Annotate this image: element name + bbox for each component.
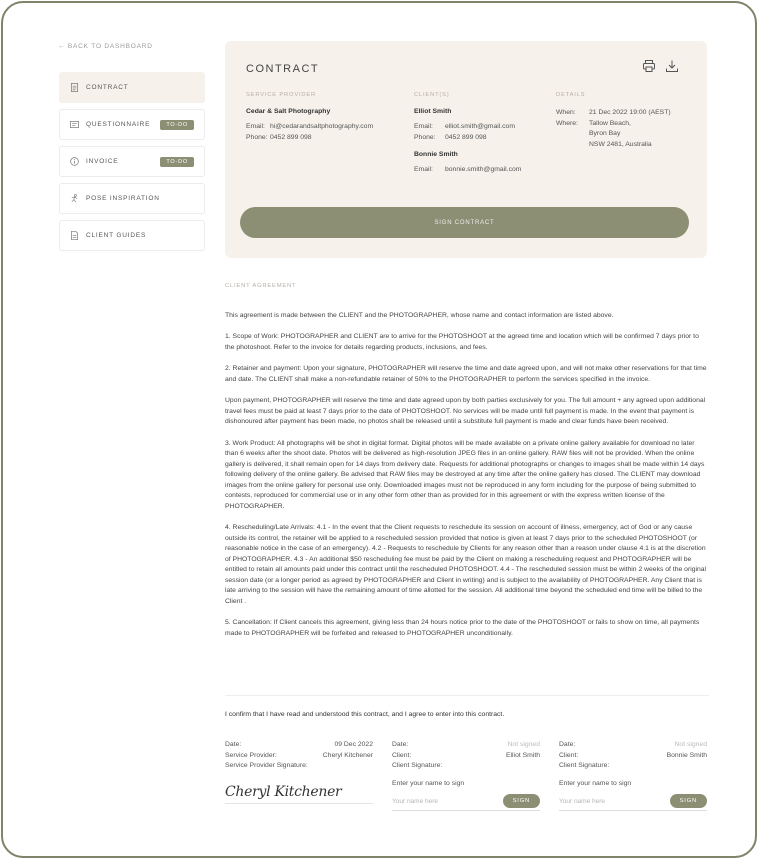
client2-signature-block (559, 740, 707, 811)
clients-section (414, 92, 554, 176)
party-row (392, 751, 540, 762)
signed-date: Not signed (507, 741, 540, 748)
details-when-row (556, 108, 696, 119)
provider-email: hi@cedarandsaltphotography.com (270, 123, 374, 130)
contract-actions (642, 59, 679, 73)
contract-card (225, 41, 707, 258)
signature-name-input[interactable] (559, 798, 659, 805)
location-line: Byron Bay (589, 130, 621, 137)
section-heading: CLIENT(S) (414, 92, 450, 98)
pose-icon (70, 194, 79, 203)
date-row (392, 740, 540, 751)
date-row (225, 740, 373, 751)
app-frame (1, 1, 757, 858)
signature-label-row (559, 761, 707, 772)
client-name: Bonnie Smith (414, 151, 458, 158)
divider (225, 695, 709, 696)
agreement-paragraph: 2. Retainer and payment: Upon your signature, PHOTOGRAPHER will reserve the time and date agreed upon, and will not make other reservations for that time and date. The CLIENT shall make a non-refundable retainer of 50% to the PHOTOGRAPHER to perform the services specified in the invoice. (225, 365, 707, 383)
field-label: Date: (559, 741, 576, 748)
sign-row (559, 792, 707, 811)
field-label: Client Signature: (559, 762, 610, 769)
field-label: Email: (246, 123, 265, 130)
agreement-paragraph: 4. Rescheduling/Late Arrivals: 4.1 - In the event that the Client requests to reschedule its session on account of illness, emergency, act of God or any cause outside its control, the retainer will be applied to a rescheduled session provided that notice is given at least 7 days prior to the scheduled PHOTOSHOOT (or reasonable notice in the case of an emergency). 4.2 - Requests to reschedule by Clients for any reason other than a reason under clause 4.1 is at the discretion of PHOTOGRAPHER. 4.3 - An additional $50 rescheduling fee must be paid by the Client on making a rescheduling request and PHOTOGRAPHER will be entitled to retain all amounts paid under this contract until the rescheduled PHOTOSHOOT. 4.4 - The rescheduled session must be within 2 weeks of the original session date (or a longer period as agreed by PHOTOGRAPHER and Client in writing) and is subject to the availability of PHOTOGRAPHER. Any Client that is late arriving to the session will have the remaining amount of time allotted for the session. All additional time beyond the scheduled end time will be billed to the Client . (225, 524, 707, 605)
enter-name-label: Enter your name to sign (392, 779, 465, 787)
sidebar-item-label: CONTRACT (86, 84, 129, 91)
location-line: Tallow Beach, (589, 119, 631, 127)
field-label: Client: (559, 751, 579, 759)
print-icon[interactable] (642, 59, 656, 73)
download-icon[interactable] (665, 59, 679, 73)
sign-contract-button[interactable]: SIGN CONTRACT (240, 207, 689, 238)
agreement-paragraph: 3. Work Product: All photographs will be shot in digital format. Digital photos will be made available on a private online gallery available for download no later than 6 weeks after the shoot date. Photos will be delivered as high-resolution JPEG files in an online gallery. RAW files will not be provided. When the online gallery is delivered, it shall remain open for 14 days from delivery date. Requests for additional photographs or changes to images shall be made within 14 days following delivery of the online gallery. Be advised that RAW files may be destroyed at any time after the online gallery has closed. The CLIENT may download images from the online gallery for personal use only. Downloaded images must not be reproduced in any form including for the purpose of being submitted to contests, reproduced for commercial use or in any other form other than as provided for in this agreement or with the express written license of the PHOTOGRAPHER. (225, 439, 705, 510)
sidebar-item-questionnaire[interactable] (59, 109, 205, 140)
sign-button[interactable]: SIGN (503, 794, 540, 808)
service-provider-section (246, 92, 406, 143)
field-label: Phone: (246, 133, 268, 141)
provider-phone-row (246, 133, 406, 144)
details-where-row (556, 119, 696, 151)
provider-email-row (246, 122, 406, 133)
signed-date: Not signed (674, 741, 707, 748)
field-label: Date: (225, 741, 242, 748)
sidebar-item-label: CLIENT GUIDES (86, 232, 147, 239)
shoot-datetime: 21 Dec 2022 19:00 (AEST) (589, 109, 671, 116)
sidebar-item-label: INVOICE (86, 158, 119, 165)
client-email: bonnie.smith@gmail.com (445, 166, 522, 173)
client-phone: 0452 899 098 (445, 133, 487, 141)
sidebar-item-label: QUESTIONNAIRE (86, 121, 151, 128)
section-heading: SERVICE PROVIDER (246, 92, 317, 98)
agreement-heading: CLIENT AGREEMENT (225, 283, 297, 289)
info-icon (70, 157, 79, 166)
location-line: NSW 2481, Australia (589, 140, 652, 148)
sign-button[interactable]: SIGN (670, 794, 707, 808)
todo-badge: TO-DO (160, 157, 194, 167)
todo-badge: TO-DO (160, 120, 194, 130)
field-label: Date: (392, 741, 409, 748)
field-label: Client Signature: (392, 762, 443, 769)
section-heading: DETAILS (556, 92, 586, 98)
signature-line (225, 803, 373, 804)
sidebar (59, 72, 205, 257)
client-agreement (225, 281, 709, 650)
field-label: Client: (392, 751, 412, 759)
agreement-paragraph: 5. Cancellation: If Client cancels this agreement, giving less than 24 hours notice prior to the date of the PHOTOSHOOT or fails to show on time, all payments made to PHOTOGRAPHER will be forfeited and released to PHOTOGRAPHER unconditionally. (225, 619, 700, 637)
provider-signature-block (225, 740, 373, 804)
provider-name: Cheryl Kitchener (322, 751, 373, 759)
signature-label-row (225, 761, 373, 772)
signature-label-row (392, 761, 540, 772)
client-email-row (414, 165, 554, 176)
signed-date: 09 Dec 2022 (334, 741, 373, 748)
client-email: elliot.smith@gmail.com (445, 123, 515, 130)
client1-signature-block (392, 740, 540, 811)
date-row (559, 740, 707, 751)
field-label: Service Provider Signature: (225, 762, 308, 769)
field-label: Where: (556, 119, 578, 127)
sidebar-item-contract[interactable] (59, 72, 205, 103)
client-name: Bonnie Smith (666, 751, 707, 759)
guide-icon (70, 231, 79, 240)
agreement-paragraph: 1. Scope of Work: PHOTOGRAPHER and CLIENT are to arrive for the PHOTOSHOOT at the agreed time and location which will be confirmed 7 days prior to the photoshoot. Refer to the invoice for details regarding products, inclusions, and fees. (225, 333, 699, 351)
agreement-paragraph: Upon payment, PHOTOGRAPHER will reserve the time and date agreed upon by both parties exclusively for you. The full amount + any agreed upon additional travel fees must be paid at least 7 days prior to the date of PHOTOSHOOT. No services will be made until full payment is made. In the event that payment is dishonoured after payment has been made, no photos shall be released until a substitute full payment is made and clear funds have been received. (225, 397, 706, 425)
field-label: Service Provider: (225, 751, 277, 759)
client-phone-row (414, 133, 554, 144)
shoot-location (589, 119, 652, 151)
provider-name: Cedar & Salt Photography (246, 108, 331, 115)
client-email-row (414, 122, 554, 133)
form-icon (70, 120, 79, 129)
agreement-paragraph: This agreement is made between the CLIENT and the PHOTOGRAPHER, whose name and contact information are listed above. (225, 311, 614, 319)
enter-name-label: Enter your name to sign (559, 779, 632, 787)
client-name: Elliot Smith (506, 751, 540, 759)
field-label: Phone: (414, 133, 436, 141)
sidebar-item-pose-inspiration[interactable] (59, 183, 205, 214)
confirm-statement: I confirm that I have read and understood this contract, and I agree to enter into this contract. (225, 711, 505, 718)
details-section (556, 92, 696, 150)
back-to-dashboard-link[interactable]: ← BACK TO DASHBOARD (58, 43, 153, 50)
contract-title: CONTRACT (246, 63, 320, 75)
document-icon (70, 83, 79, 92)
sidebar-item-label: POSE INSPIRATION (86, 195, 160, 202)
party-row (225, 751, 373, 762)
field-label: When: (556, 109, 576, 116)
field-label: Email: (414, 123, 433, 130)
party-row (559, 751, 707, 762)
sidebar-item-client-guides[interactable] (59, 220, 205, 251)
sign-row (392, 792, 540, 811)
field-label: Email: (414, 166, 433, 173)
client-name: Elliot Smith (414, 108, 452, 115)
provider-phone: 0452 899 098 (270, 133, 312, 141)
provider-signature: Cheryl Kitchener (225, 783, 342, 800)
sidebar-item-invoice[interactable] (59, 146, 205, 177)
signature-name-input[interactable] (392, 798, 492, 805)
